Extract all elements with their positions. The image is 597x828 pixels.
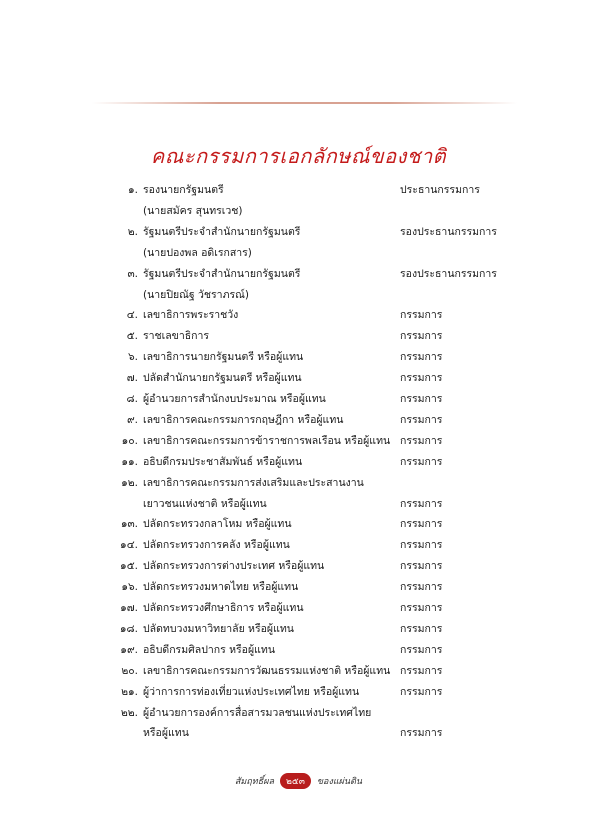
member-number: ๕. <box>126 330 138 343</box>
member-position-continued: เยาวชนแห่งชาติ หรือผู้แทน <box>143 497 267 510</box>
member-role: กรรมการ <box>400 393 443 405</box>
member-number: ๒. <box>127 225 138 238</box>
member-role: รองประธานกรรมการ <box>400 267 497 280</box>
member-position-continued: (นายสมัคร สุนทรเวช) <box>143 204 243 217</box>
page-number-badge: ๒๕๓ <box>280 773 311 789</box>
member-position-continued: (นายปองพล อดิเรกสาร) <box>143 246 252 259</box>
member-number: ๑๒. <box>121 476 138 489</box>
member-role: กรรมการ <box>400 643 443 656</box>
member-position: ปลัดสำนักนายกรัฐมนตรี หรือผู้แทน <box>143 372 302 385</box>
member-position: เลขาธิการคณะกรรมการส่งเสริมและประสานงาน <box>143 476 364 489</box>
member-role: รองประธานกรรมการ <box>400 225 497 238</box>
member-position: เลขาธิการพระราชวัง <box>143 309 239 322</box>
member-number: ๔. <box>126 309 138 322</box>
member-position: ปลัดกระทรวงการต่างประเทศ หรือผู้แทน <box>143 560 325 573</box>
member-number: ๑๘. <box>119 622 138 635</box>
member-number: ๙. <box>126 413 138 426</box>
member-number: ๑๑. <box>121 455 138 468</box>
member-position: เลขาธิการคณะกรรมการวัฒนธรรมแห่งชาติ หรือผู้แทน <box>143 664 391 677</box>
member-position: ปลัดกระทรวงการคลัง หรือผู้แทน <box>143 539 290 552</box>
member-role: กรรมการ <box>400 309 443 322</box>
member-role: กรรมการ <box>400 685 443 698</box>
member-number: ๑๓. <box>120 518 138 531</box>
member-number: ๑๕. <box>120 560 138 573</box>
member-position: รัฐมนตรีประจำสำนักนายกรัฐมนตรี <box>143 225 301 238</box>
member-position: ราชเลขาธิการ <box>143 330 210 343</box>
member-role: กรรมการ <box>400 455 443 468</box>
member-number: ๗. <box>126 372 138 385</box>
member-number: ๖. <box>127 351 138 364</box>
member-role: กรรมการ <box>400 664 443 677</box>
member-number: ๑๗. <box>120 602 138 614</box>
member-position: เลขาธิการนายกรัฐมนตรี หรือผู้แทน <box>143 351 304 364</box>
member-role: กรรมการ <box>400 560 443 573</box>
member-number: ๓. <box>127 267 138 280</box>
member-role: กรรมการ <box>400 539 443 552</box>
member-role: กรรมการ <box>400 497 443 510</box>
member-position: เลขาธิการคณะกรรมการข้าราชการพลเรือน หรือผู้แทน <box>143 434 391 447</box>
header-divider <box>92 102 517 104</box>
member-number: ๑๔. <box>120 539 138 552</box>
member-position: เลขาธิการคณะกรรมการกฤษฎีกา หรือผู้แทน <box>143 413 344 426</box>
member-number: ๘. <box>126 393 138 405</box>
member-position: ปลัดกระทรวงมหาดไทย หรือผู้แทน <box>143 581 299 594</box>
member-number: ๑. <box>127 184 138 196</box>
member-role: กรรมการ <box>400 372 443 385</box>
member-position: ปลัดทบวงมหาวิทยาลัย หรือผู้แทน <box>143 622 294 635</box>
member-position: รองนายกรัฐมนตรี <box>143 184 224 196</box>
member-role: กรรมการ <box>400 434 443 447</box>
member-role: ประธานกรรมการ <box>400 184 480 196</box>
member-number: ๒๐. <box>121 664 138 677</box>
footer-right-text: ของแผ่นดิน <box>316 777 363 787</box>
page-title: คณะกรรมการเอกลักษณ์ของชาติ <box>150 144 447 168</box>
member-position: ผู้อำนวยการองค์การสื่อสารมวลชนแห่งประเทศไทย <box>143 706 372 719</box>
member-role: กรรมการ <box>400 518 443 531</box>
member-number: ๑๐. <box>121 434 138 447</box>
footer-left-text: สัมฤทธิ์ผล <box>234 777 274 787</box>
member-number: ๑๖. <box>121 581 138 594</box>
member-number: ๒๒. <box>120 706 138 719</box>
member-role: กรรมการ <box>400 330 443 343</box>
member-position: ผู้อำนวยการสำนักงบประมาณ หรือผู้แทน <box>143 393 326 405</box>
member-position: ผู้ว่าการการท่องเที่ยวแห่งประเทศไทย หรือผู้แทน <box>143 685 360 698</box>
member-position: ปลัดกระทรวงศึกษาธิการ หรือผู้แทน <box>143 602 304 614</box>
member-role: กรรมการ <box>400 622 443 635</box>
member-position: อธิบดีกรมศิลปากร หรือผู้แทน <box>143 643 275 656</box>
member-position: อธิบดีกรมประชาสัมพันธ์ หรือผู้แทน <box>143 455 303 468</box>
member-position-continued: หรือผู้แทน <box>143 727 189 740</box>
member-role: กรรมการ <box>400 602 443 614</box>
member-role: กรรมการ <box>400 413 443 426</box>
member-position-continued: (นายปิยณัฐ วัชราภรณ์) <box>143 288 249 301</box>
member-number: ๒๑. <box>121 685 138 698</box>
member-position: ปลัดกระทรวงกลาโหม หรือผู้แทน <box>143 518 292 531</box>
member-role: กรรมการ <box>400 727 443 740</box>
member-role: กรรมการ <box>400 581 443 594</box>
member-role: กรรมการ <box>400 351 443 364</box>
member-position: รัฐมนตรีประจำสำนักนายกรัฐมนตรี <box>143 267 301 280</box>
member-number: ๑๙. <box>120 643 138 656</box>
page-footer <box>0 772 597 790</box>
